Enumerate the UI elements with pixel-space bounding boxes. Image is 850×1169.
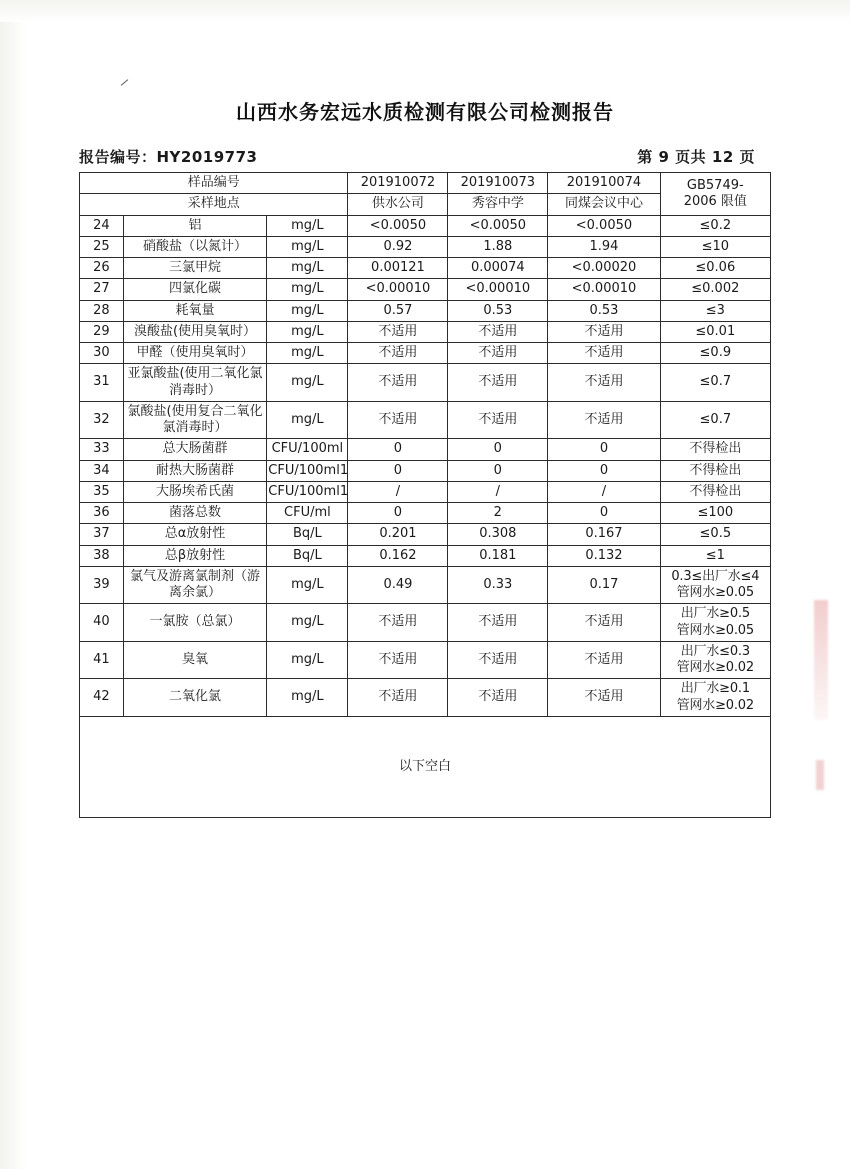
- table-row: [80, 604, 771, 642]
- table-row: [80, 641, 771, 679]
- row-index: 28: [80, 300, 124, 321]
- table-row: [80, 503, 771, 524]
- limit-standard-line2: 2006 限值: [683, 193, 747, 209]
- row-value-sample-1: 0: [348, 503, 448, 524]
- row-value-sample-3: 不适用: [548, 641, 660, 679]
- table-row: [80, 343, 771, 364]
- row-unit: mg/L: [267, 604, 348, 642]
- row-value-sample-2: 1.88: [448, 236, 548, 257]
- row-unit: CFU/100ml1: [267, 481, 348, 502]
- row-limit: ≤0.7: [660, 401, 770, 439]
- table-header-sample-no: [80, 173, 771, 194]
- table-row: [80, 460, 771, 481]
- row-item-name: 总β放射性: [123, 545, 267, 566]
- footer-note: 以下空白: [80, 716, 771, 817]
- header-site-2: 秀容中学: [448, 194, 548, 215]
- row-value-sample-3: 1.94: [548, 236, 660, 257]
- row-index: 30: [80, 343, 124, 364]
- table-row: [80, 215, 771, 236]
- row-limit: ≤0.002: [660, 279, 770, 300]
- row-value-sample-3: 0: [548, 503, 660, 524]
- header-site-label: 采样地点: [80, 194, 348, 215]
- row-value-sample-1: 不适用: [348, 401, 448, 439]
- row-limit: ≤0.2: [660, 215, 770, 236]
- row-unit: CFU/100ml: [267, 439, 348, 460]
- row-index: 25: [80, 236, 124, 257]
- row-unit: mg/L: [267, 343, 348, 364]
- row-item-name: 耐热大肠菌群: [123, 460, 267, 481]
- row-limit: ≤3: [660, 300, 770, 321]
- row-unit: mg/L: [267, 279, 348, 300]
- row-index: 42: [80, 679, 124, 717]
- row-value-sample-1: 0.00121: [348, 258, 448, 279]
- table-row: [80, 679, 771, 717]
- row-unit: mg/L: [267, 566, 348, 604]
- row-item-name: 硝酸盐（以氮计）: [123, 236, 267, 257]
- row-index: 26: [80, 258, 124, 279]
- table-row: [80, 566, 771, 604]
- row-value-sample-3: 不适用: [548, 679, 660, 717]
- row-item-name: 氯气及游离氯制剂（游离余氯）: [123, 566, 267, 604]
- row-value-sample-1: 0.201: [348, 524, 448, 545]
- table-row: [80, 401, 771, 439]
- row-index: 35: [80, 481, 124, 502]
- row-value-sample-1: 0: [348, 439, 448, 460]
- row-index: 24: [80, 215, 124, 236]
- row-unit: CFU/100ml1: [267, 460, 348, 481]
- row-value-sample-1: 不适用: [348, 321, 448, 342]
- row-value-sample-2: 0.181: [448, 545, 548, 566]
- row-value-sample-2: 不适用: [448, 343, 548, 364]
- row-unit: Bq/L: [267, 545, 348, 566]
- row-value-sample-1: 0: [348, 460, 448, 481]
- row-index: 34: [80, 460, 124, 481]
- row-item-name: 溴酸盐(使用臭氧时）: [123, 321, 267, 342]
- row-value-sample-3: 0.17: [548, 566, 660, 604]
- row-item-name: 亚氯酸盐(使用二氧化氯消毒时）: [123, 364, 267, 402]
- row-value-sample-2: 0.308: [448, 524, 548, 545]
- row-value-sample-1: 0.162: [348, 545, 448, 566]
- row-value-sample-1: 不适用: [348, 679, 448, 717]
- limit-standard-line1: GB5749-: [686, 177, 744, 193]
- row-item-name: 铝: [123, 215, 267, 236]
- table-row: [80, 300, 771, 321]
- row-value-sample-2: 0.00074: [448, 258, 548, 279]
- table-row: [80, 236, 771, 257]
- row-index: 31: [80, 364, 124, 402]
- red-stamp-smudge-2: [816, 760, 824, 790]
- row-value-sample-3: <0.00020: [548, 258, 660, 279]
- row-unit: mg/L: [267, 215, 348, 236]
- row-item-name: 大肠埃希氏菌: [123, 481, 267, 502]
- row-value-sample-2: 不适用: [448, 604, 548, 642]
- scan-artifact-mark: [121, 79, 129, 86]
- row-value-sample-2: 不适用: [448, 364, 548, 402]
- row-value-sample-1: 不适用: [348, 343, 448, 364]
- row-limit: 0.3≤出厂水≤4 管网水≥0.05: [660, 566, 770, 604]
- table-row: [80, 321, 771, 342]
- row-index: 29: [80, 321, 124, 342]
- row-limit: 出厂水≤0.3 管网水≥0.02: [660, 641, 770, 679]
- row-limit: 不得检出: [660, 460, 770, 481]
- row-value-sample-2: 2: [448, 503, 548, 524]
- row-limit: ≤0.7: [660, 364, 770, 402]
- row-item-name: 总大肠菌群: [123, 439, 267, 460]
- row-value-sample-2: 0.53: [448, 300, 548, 321]
- header-sample-no-2: 201910073: [448, 173, 548, 194]
- row-unit: mg/L: [267, 300, 348, 321]
- table-row: [80, 545, 771, 566]
- row-item-name: 臭氧: [123, 641, 267, 679]
- row-value-sample-2: 不适用: [448, 401, 548, 439]
- row-value-sample-3: <0.00010: [548, 279, 660, 300]
- row-value-sample-3: 0.167: [548, 524, 660, 545]
- row-item-name: 菌落总数: [123, 503, 267, 524]
- row-value-sample-3: 不适用: [548, 321, 660, 342]
- row-item-name: 耗氧量: [123, 300, 267, 321]
- table-row: [80, 279, 771, 300]
- blank-footer-row: [80, 716, 771, 817]
- header-sample-no-label: 样品编号: [80, 173, 348, 194]
- row-unit: mg/L: [267, 641, 348, 679]
- table-row: [80, 439, 771, 460]
- page-title: 山西水务宏远水质检测有限公司检测报告: [236, 100, 614, 124]
- row-value-sample-1: /: [348, 481, 448, 502]
- row-index: 37: [80, 524, 124, 545]
- row-value-sample-3: 0.53: [548, 300, 660, 321]
- table-row: [80, 258, 771, 279]
- row-index: 32: [80, 401, 124, 439]
- row-value-sample-3: 不适用: [548, 401, 660, 439]
- row-index: 27: [80, 279, 124, 300]
- row-index: 38: [80, 545, 124, 566]
- header-site-3: 同煤会议中心: [548, 194, 660, 215]
- row-value-sample-3: 0: [548, 460, 660, 481]
- row-limit: ≤0.5: [660, 524, 770, 545]
- row-value-sample-1: <0.0050: [348, 215, 448, 236]
- row-unit: mg/L: [267, 679, 348, 717]
- row-limit: ≤0.06: [660, 258, 770, 279]
- row-value-sample-1: 不适用: [348, 604, 448, 642]
- row-value-sample-2: <0.00010: [448, 279, 548, 300]
- report-number: 报告编号：HY2019773: [79, 148, 258, 166]
- row-value-sample-1: 0.49: [348, 566, 448, 604]
- row-value-sample-3: 不适用: [548, 364, 660, 402]
- row-value-sample-3: <0.0050: [548, 215, 660, 236]
- row-index: 39: [80, 566, 124, 604]
- row-value-sample-2: <0.0050: [448, 215, 548, 236]
- red-stamp-smudge: [814, 600, 828, 720]
- row-index: 40: [80, 604, 124, 642]
- row-limit: ≤10: [660, 236, 770, 257]
- row-item-name: 氯酸盐(使用复合二氧化氯消毒时）: [123, 401, 267, 439]
- row-value-sample-1: 0.57: [348, 300, 448, 321]
- row-item-name: 总α放射性: [123, 524, 267, 545]
- row-item-name: 四氯化碳: [123, 279, 267, 300]
- row-value-sample-1: 0.92: [348, 236, 448, 257]
- row-limit: ≤1: [660, 545, 770, 566]
- row-value-sample-1: 不适用: [348, 364, 448, 402]
- row-unit: Bq/L: [267, 524, 348, 545]
- row-value-sample-2: 0: [448, 439, 548, 460]
- row-value-sample-2: 0.33: [448, 566, 548, 604]
- row-index: 41: [80, 641, 124, 679]
- row-limit: ≤0.01: [660, 321, 770, 342]
- row-value-sample-3: /: [548, 481, 660, 502]
- row-value-sample-2: 不适用: [448, 679, 548, 717]
- row-unit: mg/L: [267, 258, 348, 279]
- row-value-sample-3: 0: [548, 439, 660, 460]
- row-value-sample-1: 不适用: [348, 641, 448, 679]
- row-value-sample-2: 不适用: [448, 321, 548, 342]
- row-limit: ≤100: [660, 503, 770, 524]
- row-limit: 不得检出: [660, 439, 770, 460]
- row-value-sample-2: 不适用: [448, 641, 548, 679]
- row-item-name: 甲醛（使用臭氧时）: [123, 343, 267, 364]
- page-number: 第 9 页共 12 页: [637, 148, 755, 166]
- header-limit-standard: [660, 173, 770, 216]
- row-value-sample-2: 0: [448, 460, 548, 481]
- row-item-name: 一氯胺（总氯）: [123, 604, 267, 642]
- row-index: 33: [80, 439, 124, 460]
- row-value-sample-3: 0.132: [548, 545, 660, 566]
- table-row: [80, 481, 771, 502]
- header-sample-no-3: 201910074: [548, 173, 660, 194]
- row-unit: mg/L: [267, 364, 348, 402]
- row-limit: ≤0.9: [660, 343, 770, 364]
- table-row: [80, 364, 771, 402]
- row-limit: 出厂水≥0.5 管网水≥0.05: [660, 604, 770, 642]
- row-value-sample-3: 不适用: [548, 343, 660, 364]
- water-quality-table: [79, 172, 771, 818]
- row-value-sample-3: 不适用: [548, 604, 660, 642]
- row-unit: mg/L: [267, 321, 348, 342]
- header-site-1: 供水公司: [348, 194, 448, 215]
- row-unit: mg/L: [267, 401, 348, 439]
- row-value-sample-2: /: [448, 481, 548, 502]
- header-sample-no-1: 201910072: [348, 173, 448, 194]
- row-limit: 出厂水≥0.1 管网水≥0.02: [660, 679, 770, 717]
- row-unit: mg/L: [267, 236, 348, 257]
- row-item-name: 三氯甲烷: [123, 258, 267, 279]
- row-value-sample-1: <0.00010: [348, 279, 448, 300]
- table-row: [80, 524, 771, 545]
- row-item-name: 二氧化氯: [123, 679, 267, 717]
- row-unit: CFU/ml: [267, 503, 348, 524]
- row-index: 36: [80, 503, 124, 524]
- row-limit: 不得检出: [660, 481, 770, 502]
